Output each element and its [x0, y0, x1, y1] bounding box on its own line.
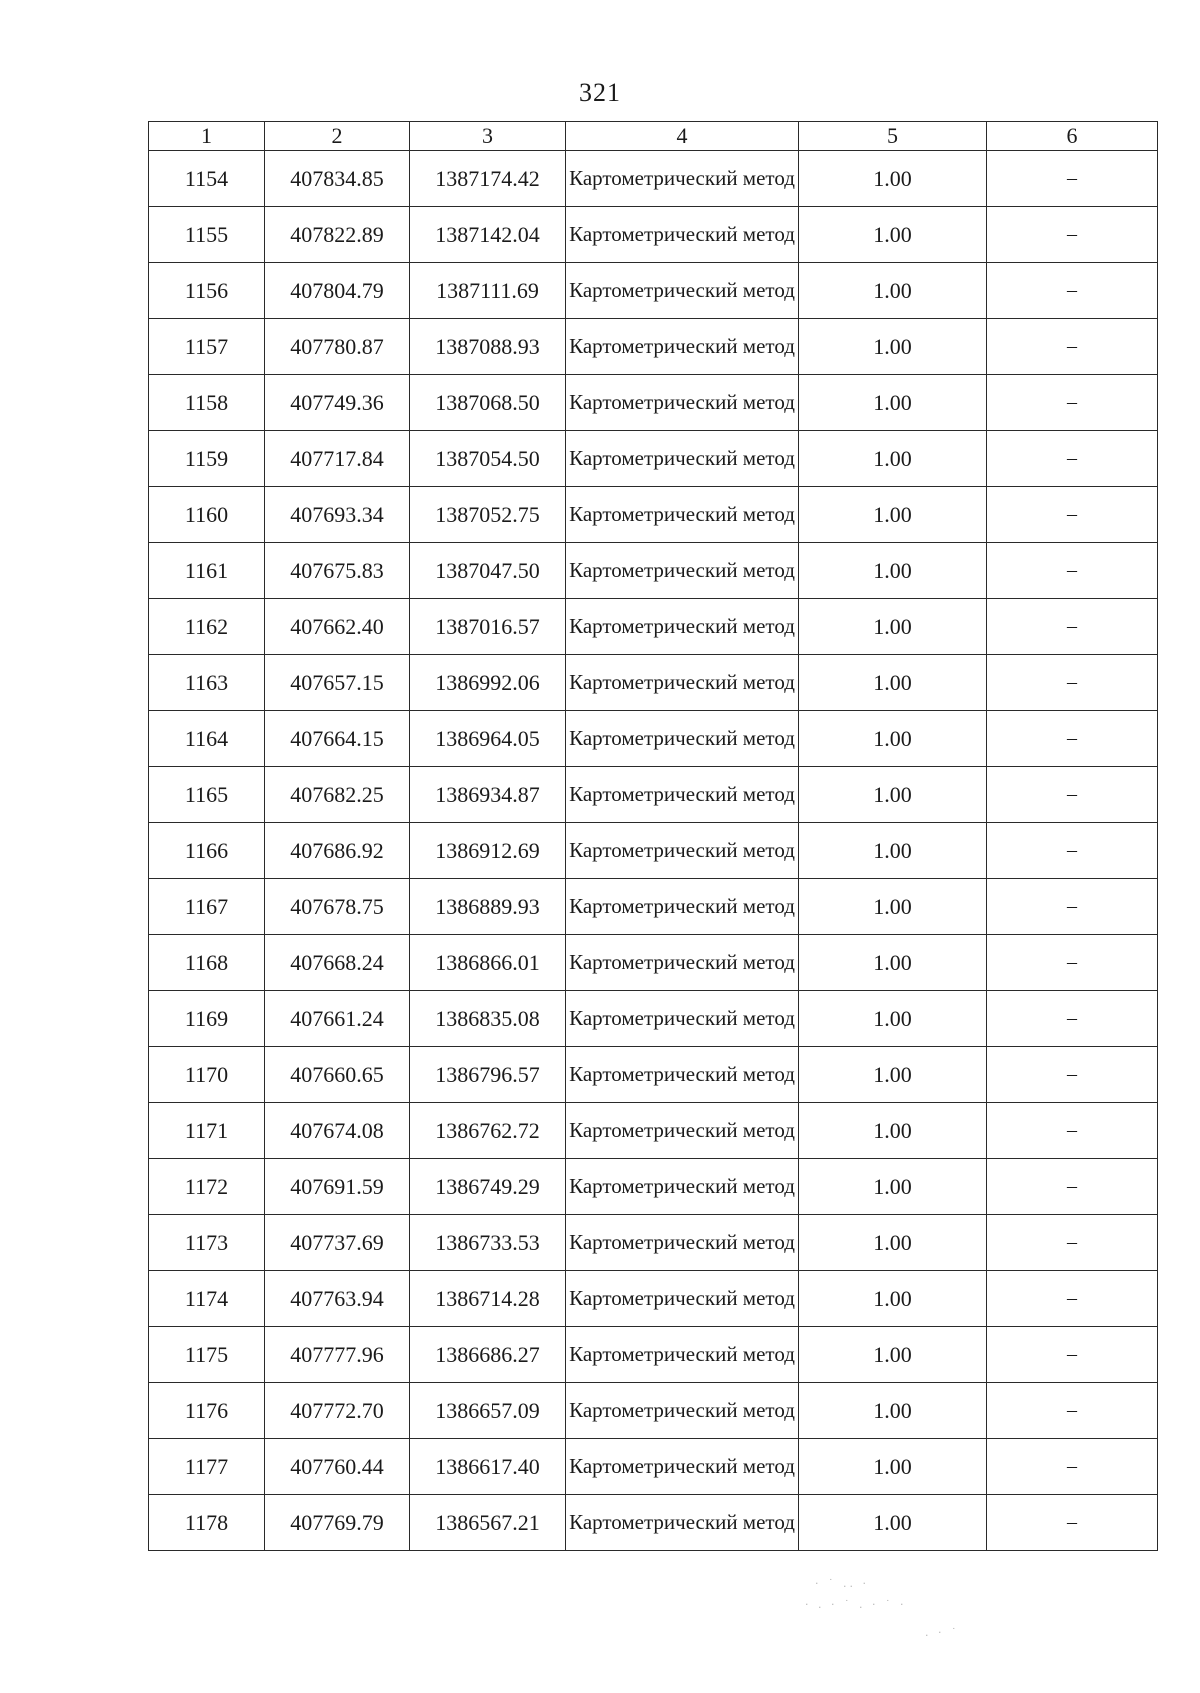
y-coordinate-cell: 1386835.08 [410, 991, 566, 1047]
table-row [149, 319, 1158, 375]
table-row [149, 487, 1158, 543]
y-coordinate-cell: 1386796.57 [410, 1047, 566, 1103]
method-cell: Картометрический метод [566, 1439, 799, 1495]
point-number-cell: 1175 [149, 1327, 265, 1383]
y-coordinate-cell: 1386934.87 [410, 767, 566, 823]
point-number-cell: 1178 [149, 1495, 265, 1551]
x-coordinate-cell: 407717.84 [265, 431, 410, 487]
y-coordinate-cell: 1387174.42 [410, 151, 566, 207]
point-number-cell: 1166 [149, 823, 265, 879]
y-coordinate-cell: 1387088.93 [410, 319, 566, 375]
y-coordinate-cell: 1387052.75 [410, 487, 566, 543]
table-row [149, 151, 1158, 207]
method-cell: Картометрический метод [566, 375, 799, 431]
note-cell: – [987, 1383, 1158, 1439]
x-coordinate-cell: 407661.24 [265, 991, 410, 1047]
point-number-cell: 1176 [149, 1383, 265, 1439]
x-coordinate-cell: 407674.08 [265, 1103, 410, 1159]
table-row [149, 207, 1158, 263]
accuracy-cell: 1.00 [799, 543, 987, 599]
table-row [149, 543, 1158, 599]
x-coordinate-cell: 407664.15 [265, 711, 410, 767]
method-cell: Картометрический метод [566, 1383, 799, 1439]
table-row [149, 263, 1158, 319]
note-cell: – [987, 879, 1158, 935]
note-cell: – [987, 431, 1158, 487]
accuracy-cell: 1.00 [799, 1271, 987, 1327]
y-coordinate-cell: 1387142.04 [410, 207, 566, 263]
y-coordinate-cell: 1386686.27 [410, 1327, 566, 1383]
table-row [149, 431, 1158, 487]
x-coordinate-cell: 407691.59 [265, 1159, 410, 1215]
table-row [149, 1103, 1158, 1159]
table-row [149, 1439, 1158, 1495]
y-coordinate-cell: 1387054.50 [410, 431, 566, 487]
y-coordinate-cell: 1386762.72 [410, 1103, 566, 1159]
scan-speckle: . · ˙ [925, 1626, 960, 1639]
method-cell: Картометрический метод [566, 1103, 799, 1159]
note-cell: – [987, 319, 1158, 375]
note-cell: – [987, 1159, 1158, 1215]
column-header-4: 4 [566, 122, 799, 151]
x-coordinate-cell: 407737.69 [265, 1215, 410, 1271]
note-cell: – [987, 711, 1158, 767]
accuracy-cell: 1.00 [799, 879, 987, 935]
x-coordinate-cell: 407682.25 [265, 767, 410, 823]
accuracy-cell: 1.00 [799, 1103, 987, 1159]
method-cell: Картометрический метод [566, 879, 799, 935]
table-row [149, 1271, 1158, 1327]
table-header [149, 122, 1158, 151]
note-cell: – [987, 1215, 1158, 1271]
x-coordinate-cell: 407769.79 [265, 1495, 410, 1551]
point-number-cell: 1174 [149, 1271, 265, 1327]
method-cell: Картометрический метод [566, 655, 799, 711]
method-cell: Картометрический метод [566, 935, 799, 991]
y-coordinate-cell: 1386866.01 [410, 935, 566, 991]
column-header-5: 5 [799, 122, 987, 151]
accuracy-cell: 1.00 [799, 207, 987, 263]
accuracy-cell: 1.00 [799, 935, 987, 991]
x-coordinate-cell: 407662.40 [265, 599, 410, 655]
note-cell: – [987, 207, 1158, 263]
method-cell: Картометрический метод [566, 431, 799, 487]
point-number-cell: 1163 [149, 655, 265, 711]
method-cell: Картометрический метод [566, 263, 799, 319]
header-row [149, 122, 1158, 151]
note-cell: – [987, 991, 1158, 1047]
point-number-cell: 1156 [149, 263, 265, 319]
x-coordinate-cell: 407675.83 [265, 543, 410, 599]
point-number-cell: 1157 [149, 319, 265, 375]
table-row [149, 879, 1158, 935]
method-cell: Картометрический метод [566, 599, 799, 655]
x-coordinate-cell: 407777.96 [265, 1327, 410, 1383]
table-row [149, 1495, 1158, 1551]
note-cell: – [987, 823, 1158, 879]
method-cell: Картометрический метод [566, 207, 799, 263]
y-coordinate-cell: 1386964.05 [410, 711, 566, 767]
note-cell: – [987, 599, 1158, 655]
table-row [149, 1159, 1158, 1215]
note-cell: – [987, 263, 1158, 319]
table-row [149, 823, 1158, 879]
method-cell: Картометрический метод [566, 319, 799, 375]
accuracy-cell: 1.00 [799, 1327, 987, 1383]
y-coordinate-cell: 1386749.29 [410, 1159, 566, 1215]
method-cell: Картометрический метод [566, 1215, 799, 1271]
accuracy-cell: 1.00 [799, 263, 987, 319]
y-coordinate-cell: 1386912.69 [410, 823, 566, 879]
table-row [149, 711, 1158, 767]
point-number-cell: 1167 [149, 879, 265, 935]
table-row [149, 991, 1158, 1047]
column-header-1: 1 [149, 122, 265, 151]
accuracy-cell: 1.00 [799, 823, 987, 879]
accuracy-cell: 1.00 [799, 655, 987, 711]
point-number-cell: 1177 [149, 1439, 265, 1495]
x-coordinate-cell: 407834.85 [265, 151, 410, 207]
x-coordinate-cell: 407749.36 [265, 375, 410, 431]
method-cell: Картометрический метод [566, 543, 799, 599]
accuracy-cell: 1.00 [799, 375, 987, 431]
table-row [149, 599, 1158, 655]
x-coordinate-cell: 407772.70 [265, 1383, 410, 1439]
method-cell: Картометрический метод [566, 151, 799, 207]
x-coordinate-cell: 407780.87 [265, 319, 410, 375]
point-number-cell: 1170 [149, 1047, 265, 1103]
y-coordinate-cell: 1386657.09 [410, 1383, 566, 1439]
note-cell: – [987, 767, 1158, 823]
point-number-cell: 1172 [149, 1159, 265, 1215]
table-row [149, 655, 1158, 711]
method-cell: Картометрический метод [566, 991, 799, 1047]
point-number-cell: 1161 [149, 543, 265, 599]
table-row [149, 767, 1158, 823]
accuracy-cell: 1.00 [799, 1495, 987, 1551]
y-coordinate-cell: 1386714.28 [410, 1271, 566, 1327]
y-coordinate-cell: 1387111.69 [410, 263, 566, 319]
page-number: 321 [579, 78, 621, 107]
point-number-cell: 1173 [149, 1215, 265, 1271]
accuracy-cell: 1.00 [799, 1215, 987, 1271]
accuracy-cell: 1.00 [799, 767, 987, 823]
accuracy-cell: 1.00 [799, 1439, 987, 1495]
x-coordinate-cell: 407760.44 [265, 1439, 410, 1495]
point-number-cell: 1154 [149, 151, 265, 207]
y-coordinate-cell: 1386567.21 [410, 1495, 566, 1551]
x-coordinate-cell: 407678.75 [265, 879, 410, 935]
y-coordinate-cell: 1386617.40 [410, 1439, 566, 1495]
x-coordinate-cell: 407657.15 [265, 655, 410, 711]
x-coordinate-cell: 407822.89 [265, 207, 410, 263]
scan-speckle: · . · ˙ . · ˙ · [805, 1598, 907, 1611]
table-body [149, 151, 1158, 1551]
point-number-cell: 1158 [149, 375, 265, 431]
method-cell: Картометрический метод [566, 711, 799, 767]
note-cell: – [987, 151, 1158, 207]
y-coordinate-cell: 1387047.50 [410, 543, 566, 599]
note-cell: – [987, 1103, 1158, 1159]
y-coordinate-cell: 1387068.50 [410, 375, 566, 431]
column-header-6: 6 [987, 122, 1158, 151]
note-cell: – [987, 935, 1158, 991]
table-row [149, 935, 1158, 991]
point-number-cell: 1168 [149, 935, 265, 991]
note-cell: – [987, 543, 1158, 599]
note-cell: – [987, 1439, 1158, 1495]
accuracy-cell: 1.00 [799, 1047, 987, 1103]
y-coordinate-cell: 1387016.57 [410, 599, 566, 655]
x-coordinate-cell: 407668.24 [265, 935, 410, 991]
method-cell: Картометрический метод [566, 1327, 799, 1383]
accuracy-cell: 1.00 [799, 487, 987, 543]
x-coordinate-cell: 407693.34 [265, 487, 410, 543]
method-cell: Картометрический метод [566, 1271, 799, 1327]
accuracy-cell: 1.00 [799, 151, 987, 207]
accuracy-cell: 1.00 [799, 1383, 987, 1439]
coordinates-table [148, 121, 1158, 1551]
x-coordinate-cell: 407763.94 [265, 1271, 410, 1327]
note-cell: – [987, 487, 1158, 543]
point-number-cell: 1164 [149, 711, 265, 767]
note-cell: – [987, 1047, 1158, 1103]
column-header-3: 3 [410, 122, 566, 151]
x-coordinate-cell: 407686.92 [265, 823, 410, 879]
point-number-cell: 1171 [149, 1103, 265, 1159]
y-coordinate-cell: 1386889.93 [410, 879, 566, 935]
table-row [149, 1327, 1158, 1383]
scan-speckle: · ˙ .. · [815, 1577, 869, 1590]
y-coordinate-cell: 1386992.06 [410, 655, 566, 711]
note-cell: – [987, 655, 1158, 711]
note-cell: – [987, 1495, 1158, 1551]
note-cell: – [987, 375, 1158, 431]
method-cell: Картометрический метод [566, 487, 799, 543]
point-number-cell: 1162 [149, 599, 265, 655]
method-cell: Картометрический метод [566, 1047, 799, 1103]
accuracy-cell: 1.00 [799, 319, 987, 375]
x-coordinate-cell: 407804.79 [265, 263, 410, 319]
point-number-cell: 1169 [149, 991, 265, 1047]
accuracy-cell: 1.00 [799, 711, 987, 767]
accuracy-cell: 1.00 [799, 991, 987, 1047]
method-cell: Картометрический метод [566, 767, 799, 823]
table-row [149, 1215, 1158, 1271]
accuracy-cell: 1.00 [799, 599, 987, 655]
accuracy-cell: 1.00 [799, 1159, 987, 1215]
point-number-cell: 1160 [149, 487, 265, 543]
x-coordinate-cell: 407660.65 [265, 1047, 410, 1103]
y-coordinate-cell: 1386733.53 [410, 1215, 566, 1271]
table-row [149, 1383, 1158, 1439]
note-cell: – [987, 1271, 1158, 1327]
method-cell: Картометрический метод [566, 1159, 799, 1215]
method-cell: Картометрический метод [566, 823, 799, 879]
note-cell: – [987, 1327, 1158, 1383]
table-row [149, 375, 1158, 431]
point-number-cell: 1155 [149, 207, 265, 263]
column-header-2: 2 [265, 122, 410, 151]
point-number-cell: 1159 [149, 431, 265, 487]
point-number-cell: 1165 [149, 767, 265, 823]
accuracy-cell: 1.00 [799, 431, 987, 487]
method-cell: Картометрический метод [566, 1495, 799, 1551]
table-row [149, 1047, 1158, 1103]
